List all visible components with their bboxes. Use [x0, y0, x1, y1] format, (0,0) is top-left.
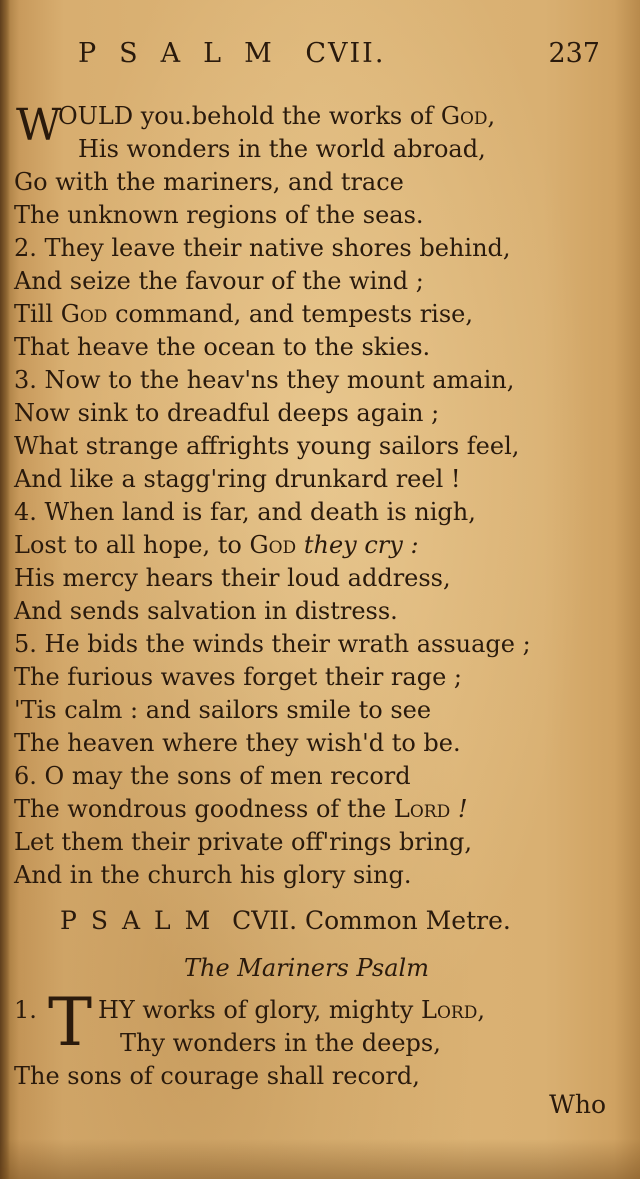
stanza2-line1: 2. They leave their native shores behind, [14, 234, 511, 262]
stanza4-line2-rest: they cry : [303, 531, 419, 559]
running-head [78, 38, 385, 69]
stanza6-line1: 6. O may the sons of men record [14, 762, 411, 790]
second-psalm-subtitle: The Mariners Psalm [184, 954, 429, 982]
stanza3-line4: And like a stagg'ring drunkard reel ! [14, 465, 461, 493]
stanza5-line2: The furious waves forget their rage ; [14, 663, 462, 691]
stanza5-line3: 'Tis calm : and sailors smile to see [14, 696, 432, 724]
stanza5-line4: The heaven where they wish'd to be. [14, 729, 461, 757]
stanza1-line1 [58, 102, 495, 130]
catchword: Who [549, 1090, 606, 1119]
drop-cap-t: T [48, 984, 93, 1061]
second-psalm-line2: Thy wonders in the deeps, [120, 1029, 441, 1057]
stanza2-line4: That heave the ocean to the skies. [14, 333, 431, 361]
stanza1-line1-text: OULD you.behold the works of [58, 102, 434, 130]
second-psalm-line1 [98, 996, 485, 1024]
stanza3-line3: What strange affrights young sailors feel, [14, 432, 520, 460]
stanza3-line1: 3. Now to the heav'ns they mount amain, [14, 366, 515, 394]
stanza6-line2 [14, 795, 468, 823]
second-psalm-verse-number: 1. [14, 996, 37, 1024]
running-head-number: CVII. [305, 38, 386, 69]
second-psalm-line1-lord: Lord, [421, 996, 485, 1024]
stanza4-line2 [14, 531, 419, 559]
second-psalm-heading [60, 906, 511, 935]
stanza6-line2-lord: Lord [393, 795, 451, 823]
drop-cap-w: W [16, 100, 62, 151]
stanza1-line3: Go with the mariners, and trace [14, 168, 404, 196]
second-psalm-line1-text: HY works of glory, mighty [98, 996, 414, 1024]
stanza2-line3-start: Till [14, 300, 54, 328]
stanza6-line2-end: ! [457, 795, 468, 823]
stanza4-line2-start: Lost to all hope, to [14, 531, 242, 559]
stanza6-line4: And in the church his glory sing. [14, 861, 412, 889]
stanza1-line1-god: God, [440, 102, 496, 130]
stanza2-line3-rest: command, and tempests rise, [115, 300, 474, 328]
stanza4-line2-god: God [249, 531, 297, 559]
stanza5-line1: 5. He bids the winds their wrath assuage ; [14, 630, 531, 658]
stanza2-line2: And seize the favour of the wind ; [14, 267, 424, 295]
page-number: 237 [548, 38, 600, 69]
stanza4-line4: And sends salvation in distress. [14, 597, 398, 625]
second-psalm-line3: The sons of courage shall record, [14, 1062, 420, 1090]
binding-gutter [0, 0, 10, 1179]
stanza2-line3-god: God [60, 300, 108, 328]
stanza6-line2-start: The wondrous goodness of the [14, 795, 387, 823]
stanza4-line3: His mercy hears their loud address, [14, 564, 451, 592]
stanza1-line2: His wonders in the world abroad, [78, 135, 486, 163]
stanza2-line3 [14, 300, 473, 328]
stanza3-line2: Now sink to dreadful deeps again ; [14, 399, 440, 427]
running-head-psalm: PSALM [78, 38, 295, 69]
second-psalm-label: PSALM [60, 906, 225, 935]
stanza1-line4: The unknown regions of the seas. [14, 201, 424, 229]
stanza6-line3: Let them their private off'rings bring, [14, 828, 473, 856]
second-psalm-heading-rest: CVII. Common Metre. [232, 906, 511, 935]
stanza4-line1: 4. When land is far, and death is nigh, [14, 498, 476, 526]
